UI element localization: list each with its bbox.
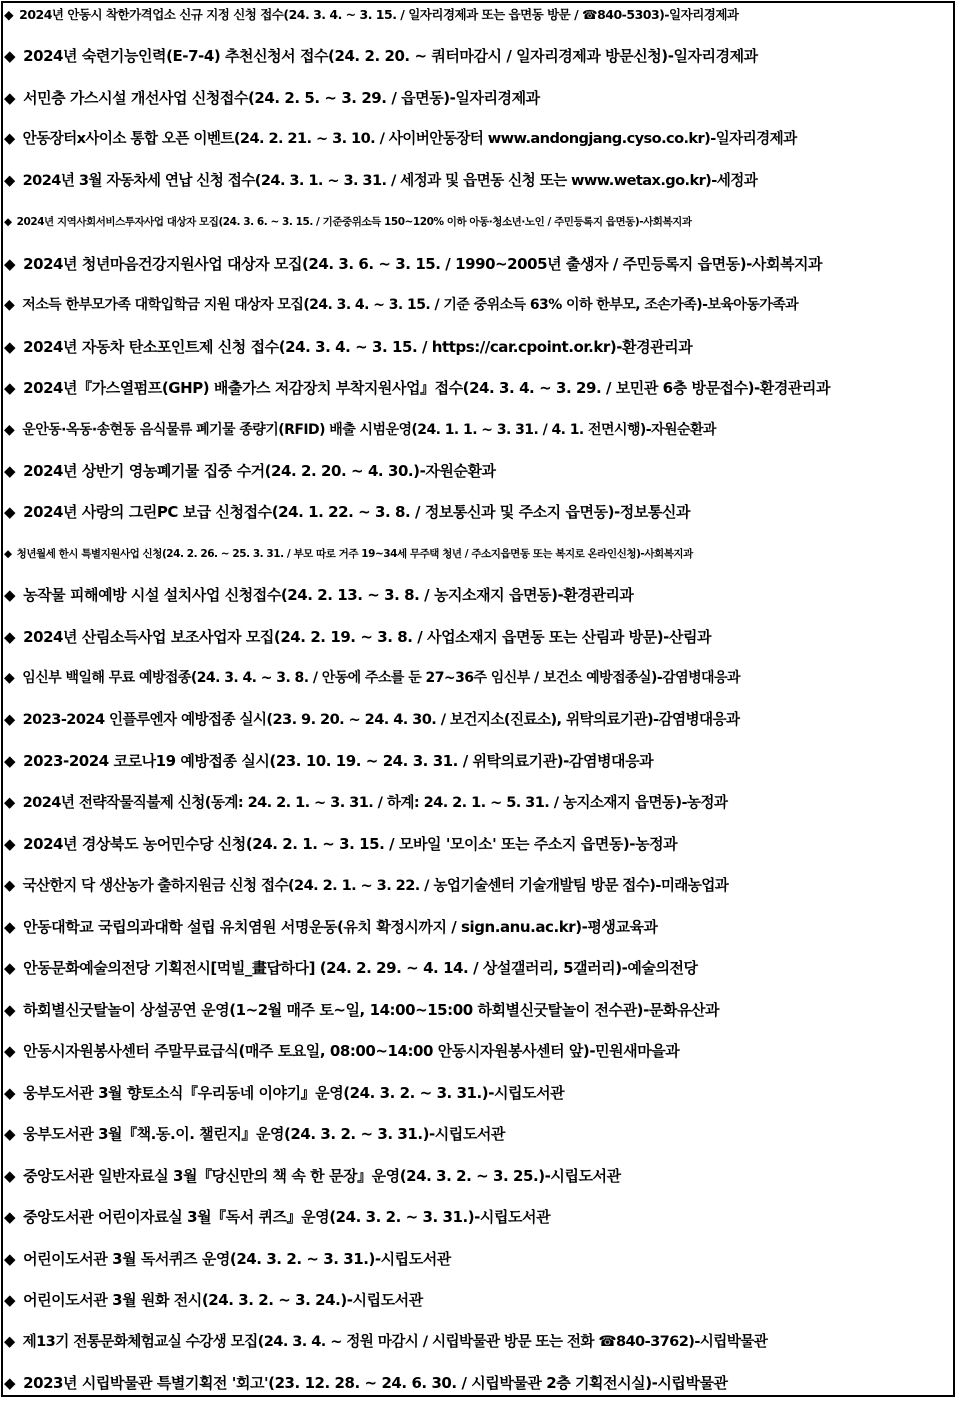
diamond-bullet-icon: ◆	[4, 88, 16, 107]
diamond-bullet-icon: ◆	[4, 547, 12, 560]
notice-text: 2023년 시립박물관 특별기획전 '회고'(23. 12. 28. ~ 24. 6. 30. / 시립박물관 2층 기획전시실)-시립박물관	[23, 1373, 728, 1392]
notice-item	[4, 1331, 954, 1353]
notice-text: 2024년 사랑의 그린PC 보급 신청접수(24. 1. 22. ~ 3. 8. / 정보통신과 및 주소지 읍면동)-정보통신과	[23, 503, 691, 522]
notice-item	[4, 1372, 954, 1394]
diamond-bullet-icon: ◆	[4, 917, 16, 936]
notice-text: 2024년 경상북도 농어민수당 신청(24. 2. 1. ~ 3. 15. / 모바일 '모이소' 또는 주소지 읍면동)-농정과	[23, 835, 678, 854]
notice-text: 웅부도서관 3월『책.동.이. 챌린지』운영(24. 3. 2. ~ 3. 31.)-시립도서관	[23, 1125, 505, 1144]
diamond-bullet-icon: ◆	[4, 130, 15, 148]
notice-item	[4, 1289, 954, 1311]
notice-item	[4, 999, 954, 1021]
notice-text: 운안동·옥동·송현동 음식물류 폐기물 종량기(RFID) 배출 시범운영(24. 1. 1. ~ 3. 31. / 4. 1. 전면시행)-자원순환과	[22, 421, 716, 438]
notice-text: 2024년 자동차 탄소포인트제 신청 접수(24. 3. 4. ~ 3. 15. / https://car.cpoint.or.kr)-환경관리과	[23, 337, 693, 356]
notice-item	[4, 294, 954, 316]
notice-item	[4, 1082, 954, 1104]
notice-text: 어린이도서관 3월 독서퀴즈 운영(24. 3. 2. ~ 3. 31.)-시립도서관	[23, 1249, 451, 1268]
notice-text: 청년월세 한시 특별지원사업 신청(24. 2. 26. ~ 25. 3. 31. / 부모 따로 거주 19~34세 무주택 청년 / 주소지읍면동 또는 복지로 온라인신청)-사회복지과	[16, 547, 693, 560]
diamond-bullet-icon: ◆	[4, 1208, 16, 1227]
diamond-bullet-icon: ◆	[4, 1166, 16, 1185]
notice-text: 안동장터x사이소 통합 오픈 이벤트(24. 2. 21. ~ 3. 10. / 사이버안동장터 www.andongjang.cyso.co.kr)-일자리경제과	[22, 130, 797, 148]
diamond-bullet-icon: ◆	[4, 254, 16, 273]
notice-item	[4, 419, 954, 441]
diamond-bullet-icon: ◆	[4, 835, 16, 854]
diamond-bullet-icon: ◆	[4, 670, 15, 687]
notice-text: 안동대학교 국립의과대학 설립 유치염원 서명운동(유치 확정시까지 / sign.anu.ac.kr)-평생교육과	[23, 917, 658, 936]
notice-item	[4, 957, 954, 979]
notice-list	[4, 0, 954, 1400]
diamond-bullet-icon: ◆	[4, 959, 16, 978]
diamond-bullet-icon: ◆	[4, 1373, 16, 1392]
notice-item	[4, 1206, 954, 1228]
notice-item	[4, 211, 954, 233]
diamond-bullet-icon: ◆	[4, 1042, 16, 1061]
notice-text: 임신부 백일해 무료 예방접종(24. 3. 4. ~ 3. 8. / 안동에 주소를 둔 27~36주 임신부 / 보건소 예방접종실)-감염병대응과	[22, 670, 740, 687]
diamond-bullet-icon: ◆	[4, 1000, 16, 1019]
notice-item	[4, 584, 954, 606]
notice-text: 안동문화예술의전당 기획전시[먹빌_畫답하다] (24. 2. 29. ~ 4. 14. / 상설갤러리, 5갤러리)-예술의전당	[23, 959, 698, 978]
notice-item	[4, 792, 954, 814]
notice-text: 2024년 전략작물직불제 신청(동계: 24. 2. 1. ~ 3. 31. / 하계: 24. 2. 1. ~ 5. 31. / 농지소재지 읍면동)-농정과	[22, 793, 728, 811]
notice-text: 2024년 숙련기능인력(E-7-4) 추천신청서 접수(24. 2. 20. ~ 쿼터마감시 / 일자리경제과 방문신청)-일자리경제과	[23, 47, 758, 66]
notice-text: 제13기 전통문화체험교실 수강생 모집(24. 3. 4. ~ 정원 마감시 / 시립박물관 방문 또는 전화 ☎840-3762)-시립박물관	[22, 1332, 768, 1350]
notice-item	[4, 1123, 954, 1145]
diamond-bullet-icon: ◆	[4, 710, 15, 728]
notice-text: 중앙도서관 일반자료실 3월『당신만의 책 속 한 문장』운영(24. 3. 2. ~ 3. 25.)-시립도서관	[23, 1166, 621, 1185]
diamond-bullet-icon: ◆	[4, 793, 15, 811]
diamond-bullet-icon: ◆	[4, 752, 16, 771]
notice-text: 서민층 가스시설 개선사업 신청접수(24. 2. 5. ~ 3. 29. / 읍면동)-일자리경제과	[23, 88, 540, 107]
diamond-bullet-icon: ◆	[4, 1249, 16, 1268]
notice-text: 중앙도서관 어린이자료실 3월『독서 퀴즈』운영(24. 3. 2. ~ 3. 31.)-시립도서관	[23, 1208, 551, 1227]
diamond-bullet-icon: ◆	[4, 461, 16, 480]
diamond-bullet-icon: ◆	[4, 1083, 16, 1102]
notice-item	[4, 833, 954, 855]
notice-text: 농작물 피해예방 시설 설치사업 신청접수(24. 2. 13. ~ 3. 8. / 농지소재지 읍면동)-환경관리과	[23, 586, 634, 605]
diamond-bullet-icon: ◆	[4, 503, 16, 522]
notice-item	[4, 709, 954, 731]
notice-item	[4, 916, 954, 938]
notice-item	[4, 336, 954, 358]
notice-text: 2024년 산림소득사업 보조사업자 모집(24. 2. 19. ~ 3. 8. / 사업소재지 읍면동 또는 산림과 방문)-산림과	[23, 627, 712, 646]
notice-item	[4, 377, 954, 399]
diamond-bullet-icon: ◆	[4, 876, 15, 894]
notice-text: 2024년 상반기 영농폐기물 집중 수거(24. 2. 20. ~ 4. 30.)-자원순환과	[23, 461, 496, 480]
diamond-bullet-icon: ◆	[4, 297, 15, 314]
diamond-bullet-icon: ◆	[4, 1332, 15, 1350]
notice-text: 하회별신굿탈놀이 상설공연 운영(1~2월 매주 토~일, 14:00~15:00 하회별신굿탈놀이 전수관)-문화유산과	[23, 1000, 720, 1019]
notice-text: 2024년 지역사회서비스투자사업 대상자 모집(24. 3. 6. ~ 3. 15. / 기준중위소득 150~120% 이하 아동·청소년·노인 / 주민등록지 읍면동)-사회복지과	[16, 216, 692, 229]
diamond-bullet-icon: ◆	[4, 421, 15, 438]
diamond-bullet-icon: ◆	[4, 337, 16, 356]
notice-item	[4, 253, 954, 275]
notice-text: 2024년 3월 자동차세 연납 신청 접수(24. 3. 1. ~ 3. 31. / 세정과 및 읍면동 신청 또는 www.wetax.go.kr)-세정과	[22, 171, 758, 189]
notice-item	[4, 1040, 954, 1062]
notice-text: 2024년 청년마음건강지원사업 대상자 모집(24. 3. 6. ~ 3. 15. / 1990~2005년 출생자 / 주민등록지 읍면동)-사회복지과	[23, 254, 823, 273]
notice-item	[4, 1248, 954, 1270]
notice-item	[4, 87, 954, 109]
diamond-bullet-icon: ◆	[4, 1291, 16, 1310]
diamond-bullet-icon: ◆	[4, 47, 16, 66]
diamond-bullet-icon: ◆	[4, 7, 14, 22]
notice-item	[4, 45, 954, 67]
diamond-bullet-icon: ◆	[4, 627, 16, 646]
notice-text: 2023-2024 인플루엔자 예방접종 실시(23. 9. 20. ~ 24. 4. 30. / 보건지소(진료소), 위탁의료기관)-감염병대응과	[22, 710, 740, 728]
diamond-bullet-icon: ◆	[4, 171, 15, 189]
notice-item	[4, 750, 954, 772]
diamond-bullet-icon: ◆	[4, 586, 16, 605]
notice-item	[4, 1165, 954, 1187]
notice-text: 국산한지 닥 생산농가 출하지원금 신청 접수(24. 2. 1. ~ 3. 22. / 농업기술센터 기술개발팀 방문 접수)-미래농업과	[22, 876, 729, 894]
notice-item	[4, 460, 954, 482]
notice-item	[4, 543, 954, 565]
notice-item	[4, 128, 954, 150]
notice-text: 2023-2024 코로나19 예방접종 실시(23. 10. 19. ~ 24. 3. 31. / 위탁의료기관)-감염병대응과	[23, 752, 654, 771]
notice-item	[4, 875, 954, 897]
notice-text: 안동시자원봉사센터 주말무료급식(매주 토요일, 08:00~14:00 안동시자원봉사센터 앞)-민원새마을과	[23, 1042, 680, 1061]
notice-text: 2024년 안동시 착한가격업소 신규 지정 신청 접수(24. 3. 4. ~ 3. 15. / 일자리경제과 또는 읍면동 방문 / ☎840-5303)-일자리경제과	[19, 7, 739, 22]
notice-text: 2024년『가스열펌프(GHP) 배출가스 저감장치 부착지원사업』접수(24. 3. 4. ~ 3. 29. / 보민관 6층 방문접수)-환경관리과	[23, 379, 831, 398]
notice-item	[4, 4, 954, 26]
notice-text: 어린이도서관 3월 원화 전시(24. 3. 2. ~ 3. 24.)-시립도서관	[23, 1291, 423, 1310]
diamond-bullet-icon: ◆	[4, 216, 12, 229]
notice-item	[4, 170, 954, 192]
diamond-bullet-icon: ◆	[4, 379, 16, 398]
diamond-bullet-icon: ◆	[4, 1125, 16, 1144]
notice-text: 저소득 한부모가족 대학입학금 지원 대상자 모집(24. 3. 4. ~ 3. 15. / 기준 중위소득 63% 이하 한부모, 조손가족)-보육아동가족과	[22, 297, 799, 314]
notice-item	[4, 667, 954, 689]
notice-item	[4, 626, 954, 648]
notice-text: 웅부도서관 3월 향토소식『우리동네 이야기』운영(24. 3. 2. ~ 3. 31.)-시립도서관	[23, 1083, 565, 1102]
notice-item	[4, 501, 954, 523]
